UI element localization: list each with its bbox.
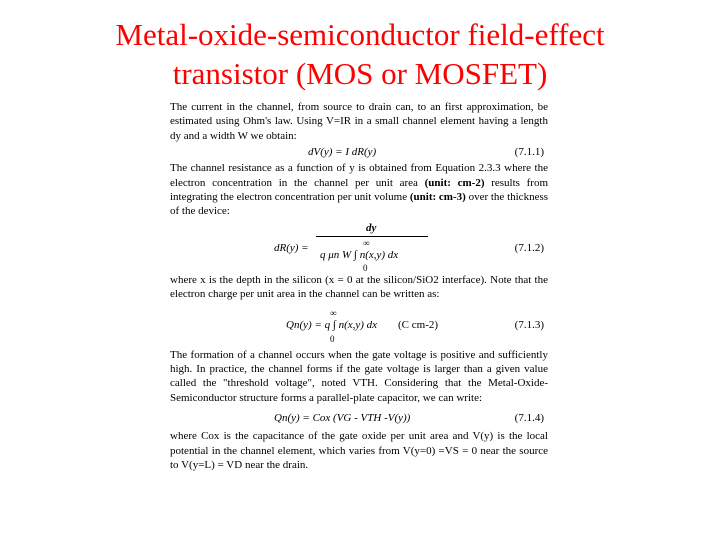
paragraph-channel-resistance (170, 161, 548, 219)
equation-7-1-4-text: Qn(y) = Cox (VG - VTH -V(y)) (274, 412, 411, 425)
paragraph-depth: where x is the depth in the silicon (x = 0 at the silicon/SiO2 interface). Note that the electron charge per unit area in the channel can be written as: (170, 273, 548, 301)
paragraph-channel-resistance-part-c: over the thickness of the device: (170, 191, 549, 218)
unit-per-area: (unit: cm-2) (424, 176, 485, 189)
equation-7-1-1-text: dV(y) = I dR(y) (308, 146, 377, 159)
equation-7-1-3 (170, 302, 548, 348)
equation-7-1-2-number: (7.1.2) (514, 241, 544, 254)
integral-upper-limit: ∞ (363, 237, 370, 248)
slide-title-line-1: Metal-oxide-semiconductor field-effect (115, 17, 605, 52)
equation-7-1-3-unit: (C cm-2) (398, 318, 439, 331)
equation-7-1-2 (170, 219, 548, 273)
integral-lower-limit: 0 (363, 262, 368, 273)
equation-7-1-2-numerator: dy (366, 221, 377, 234)
paragraph-channel-resistance-part-b: results from integrating the electron concentration per unit volume (170, 176, 549, 204)
paragraph-channel-resistance-part-a: The channel resistance as a function of y is obtained from Equation 2.3.3 where the electron concentration in the channel per unit area (170, 162, 548, 189)
integral-upper-limit: ∞ (330, 307, 337, 318)
equation-7-1-3-text: Qn(y) = q ∫ n(x,y) dx (286, 318, 378, 331)
equation-7-1-1 (170, 143, 548, 161)
textbook-excerpt (170, 100, 548, 473)
equation-7-1-1-number: (7.1.1) (514, 146, 544, 159)
equation-7-1-4-number: (7.1.4) (514, 412, 544, 425)
paragraph-threshold-voltage: The formation of a channel occurs when the gate voltage is positive and sufficiently high. In practice, the channel forms if the gate voltage is larger than a given value called the "threshold voltage", noted VTH. Considering that the Metal-Oxide-Semiconductor structure forms a parallel-plate capacitor, we can write: (170, 348, 548, 404)
equation-7-1-4 (170, 409, 548, 429)
integral-lower-limit: 0 (330, 333, 335, 344)
equation-7-1-2-denominator: q μn W ∫ n(x,y) dx (320, 248, 399, 261)
equation-7-1-3-number: (7.1.3) (514, 318, 544, 331)
paragraph-local-potential: where Cox is the capacitance of the gate oxide per unit area and V(y) is the local potential in the channel element, which varies from V(y=0) =VS = 0 near the source to V(y=L) = VD near the drain. (170, 430, 548, 472)
equation-7-1-2-lhs: dR(y) = (274, 241, 309, 254)
slide-title-line-2: transistor (MOS or MOSFET) (172, 56, 548, 91)
fraction-bar (316, 236, 428, 237)
unit-per-volume: (unit: cm-3) (409, 191, 466, 204)
paragraph-ohms-law: The current in the channel, from source to drain can, to an first approximation, be estimated using Ohm's law. Using V=IR in a small channel element having a length dy and a width W we obtain: (170, 101, 548, 142)
